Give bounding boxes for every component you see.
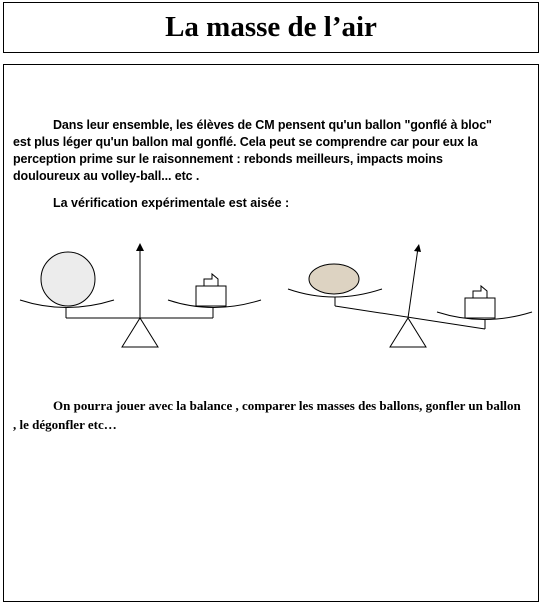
balance-left bbox=[20, 243, 261, 347]
balance-right bbox=[288, 244, 532, 347]
conclusion-paragraph: On pourra jouer avec la balance , comparer les masses des ballons, gonfler un ballon , le dégonfler etc… bbox=[13, 398, 521, 432]
pivot-left bbox=[122, 318, 158, 347]
weight-box-right bbox=[465, 298, 495, 318]
weight-handle-left bbox=[204, 274, 218, 286]
ball-inflated bbox=[41, 252, 95, 306]
intro-paragraph: Dans leur ensemble, les élèves de CM pensent qu'un ballon "gonflé à bloc" est plus léger qu'un ballon mal gonflé. Cela peut se comprendre car pour eux la perception prime sur le raisonnement : rebonds meilleurs, impacts moins douloureux au volley-ball... etc . bbox=[13, 118, 492, 183]
title-box bbox=[3, 2, 539, 53]
weight-box-left bbox=[196, 286, 226, 306]
verification-paragraph: La vérification expérimentale est aisée : bbox=[53, 196, 290, 210]
pivot-right bbox=[390, 318, 426, 347]
pointer-right bbox=[408, 248, 418, 318]
weight-handle-right bbox=[473, 286, 487, 298]
page-title: La masse de l’air bbox=[165, 11, 377, 43]
arrow-left bbox=[136, 243, 144, 251]
content-box bbox=[3, 64, 539, 602]
balance-diagram bbox=[4, 65, 538, 601]
arrow-right bbox=[414, 244, 421, 252]
ball-deflated bbox=[309, 264, 359, 294]
